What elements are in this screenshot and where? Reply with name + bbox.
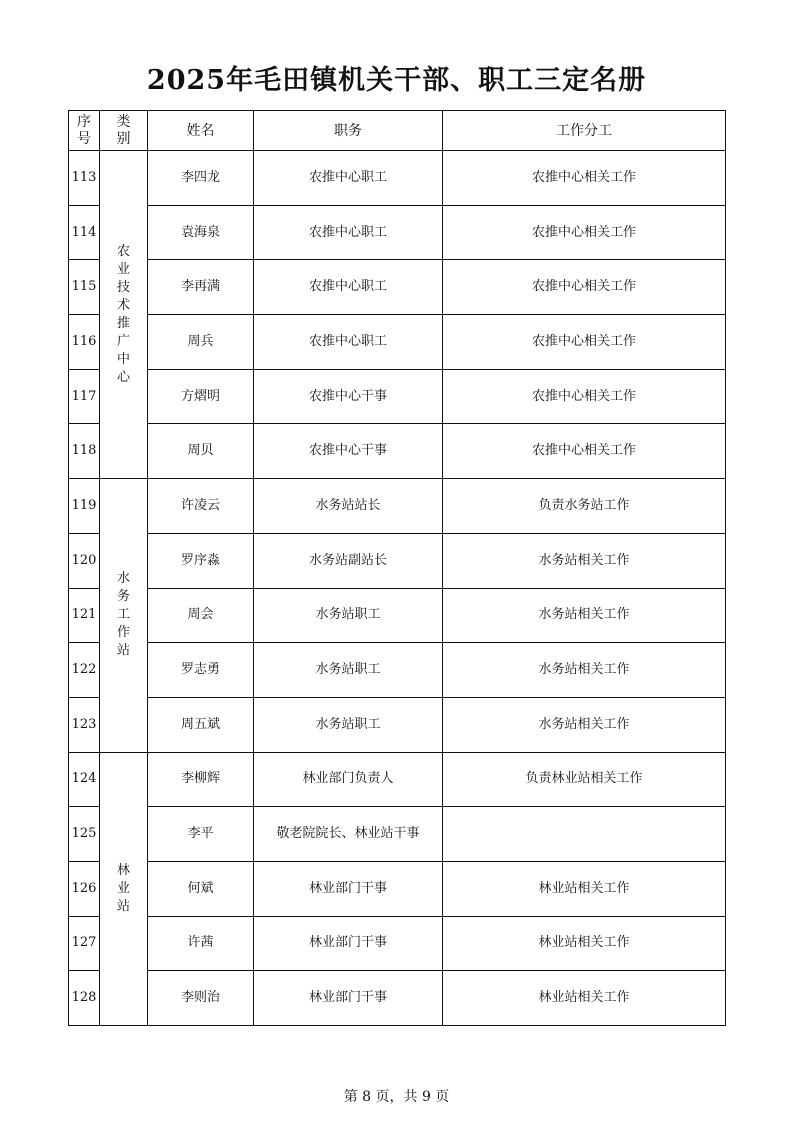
duty-cell: 农推中心相关工作 bbox=[443, 205, 726, 260]
category-cell bbox=[100, 479, 148, 752]
name-cell: 李平 bbox=[148, 807, 254, 862]
duty-cell: 农推中心相关工作 bbox=[443, 424, 726, 479]
header-category: 类别 bbox=[100, 111, 148, 151]
position-cell: 林业部门干事 bbox=[254, 916, 443, 971]
seq-cell: 124 bbox=[69, 752, 100, 807]
duty-cell: 水务站相关工作 bbox=[443, 533, 726, 588]
table-row bbox=[69, 260, 726, 315]
position-cell: 水务站职工 bbox=[254, 588, 443, 643]
name-cell: 李四龙 bbox=[148, 151, 254, 206]
table-row bbox=[69, 807, 726, 862]
header-position: 职务 bbox=[254, 111, 443, 151]
name-cell: 周兵 bbox=[148, 315, 254, 370]
position-cell: 水务站站长 bbox=[254, 479, 443, 534]
page-footer: 第 8 页，共 9 页 bbox=[343, 1089, 450, 1105]
position-cell: 水务站职工 bbox=[254, 643, 443, 698]
seq-cell: 125 bbox=[69, 807, 100, 862]
position-cell: 林业部门负责人 bbox=[254, 752, 443, 807]
category-cell bbox=[100, 752, 148, 1025]
name-cell: 袁海泉 bbox=[148, 205, 254, 260]
duty-cell: 林业站相关工作 bbox=[443, 971, 726, 1026]
seq-cell: 113 bbox=[69, 151, 100, 206]
name-cell: 罗志勇 bbox=[148, 643, 254, 698]
name-cell: 周会 bbox=[148, 588, 254, 643]
name-cell: 何斌 bbox=[148, 861, 254, 916]
header-duty: 工作分工 bbox=[443, 111, 726, 151]
duty-cell: 农推中心相关工作 bbox=[443, 260, 726, 315]
table-row bbox=[69, 479, 726, 534]
position-cell: 农推中心干事 bbox=[254, 424, 443, 479]
position-cell: 水务站职工 bbox=[254, 697, 443, 752]
name-cell: 李再满 bbox=[148, 260, 254, 315]
header-seq: 序号 bbox=[69, 111, 100, 151]
position-cell: 林业部门干事 bbox=[254, 971, 443, 1026]
duty-cell: 林业站相关工作 bbox=[443, 861, 726, 916]
table-header-row bbox=[69, 111, 726, 151]
staff-roster-table bbox=[68, 110, 726, 1026]
position-cell: 农推中心职工 bbox=[254, 315, 443, 370]
category-cell bbox=[100, 151, 148, 479]
table-row bbox=[69, 916, 726, 971]
table-row bbox=[69, 697, 726, 752]
seq-cell: 119 bbox=[69, 479, 100, 534]
duty-cell: 水务站相关工作 bbox=[443, 697, 726, 752]
seq-cell: 115 bbox=[69, 260, 100, 315]
name-cell: 李则治 bbox=[148, 971, 254, 1026]
table-row bbox=[69, 643, 726, 698]
category-label: 水务工作站 bbox=[116, 571, 130, 659]
table-row bbox=[69, 861, 726, 916]
name-cell: 许凌云 bbox=[148, 479, 254, 534]
position-cell: 水务站副站长 bbox=[254, 533, 443, 588]
duty-cell: 农推中心相关工作 bbox=[443, 315, 726, 370]
table-row bbox=[69, 533, 726, 588]
table-row bbox=[69, 369, 726, 424]
table-row bbox=[69, 205, 726, 260]
seq-cell: 123 bbox=[69, 697, 100, 752]
position-cell: 林业部门干事 bbox=[254, 861, 443, 916]
seq-cell: 114 bbox=[69, 205, 100, 260]
position-cell: 农推中心职工 bbox=[254, 260, 443, 315]
duty-cell: 农推中心相关工作 bbox=[443, 369, 726, 424]
name-cell: 周五斌 bbox=[148, 697, 254, 752]
duty-cell bbox=[443, 807, 726, 862]
position-cell: 农推中心干事 bbox=[254, 369, 443, 424]
duty-cell: 农推中心相关工作 bbox=[443, 151, 726, 206]
category-label: 林业站 bbox=[116, 862, 130, 914]
table-row bbox=[69, 315, 726, 370]
name-cell: 罗序淼 bbox=[148, 533, 254, 588]
seq-cell: 117 bbox=[69, 369, 100, 424]
duty-cell: 负责水务站工作 bbox=[443, 479, 726, 534]
seq-cell: 126 bbox=[69, 861, 100, 916]
table-row bbox=[69, 588, 726, 643]
table-row bbox=[69, 752, 726, 807]
seq-cell: 122 bbox=[69, 643, 100, 698]
duty-cell: 水务站相关工作 bbox=[443, 588, 726, 643]
seq-cell: 121 bbox=[69, 588, 100, 643]
seq-cell: 118 bbox=[69, 424, 100, 479]
table-body bbox=[69, 151, 726, 1026]
seq-cell: 120 bbox=[69, 533, 100, 588]
duty-cell: 负责林业站相关工作 bbox=[443, 752, 726, 807]
table-row bbox=[69, 151, 726, 206]
name-cell: 李柳辉 bbox=[148, 752, 254, 807]
position-cell: 敬老院院长、林业站干事 bbox=[254, 807, 443, 862]
header-name: 姓名 bbox=[148, 111, 254, 151]
duty-cell: 水务站相关工作 bbox=[443, 643, 726, 698]
name-cell: 方熠明 bbox=[148, 369, 254, 424]
page-title: 2025年毛田镇机关干部、职工三定名册 bbox=[146, 65, 647, 96]
seq-cell: 116 bbox=[69, 315, 100, 370]
category-label: 农业技术推广中心 bbox=[116, 243, 130, 385]
seq-cell: 127 bbox=[69, 916, 100, 971]
position-cell: 农推中心职工 bbox=[254, 205, 443, 260]
name-cell: 周贝 bbox=[148, 424, 254, 479]
position-cell: 农推中心职工 bbox=[254, 151, 443, 206]
duty-cell: 林业站相关工作 bbox=[443, 916, 726, 971]
table-row bbox=[69, 424, 726, 479]
name-cell: 许茜 bbox=[148, 916, 254, 971]
seq-cell: 128 bbox=[69, 971, 100, 1026]
table-row bbox=[69, 971, 726, 1026]
